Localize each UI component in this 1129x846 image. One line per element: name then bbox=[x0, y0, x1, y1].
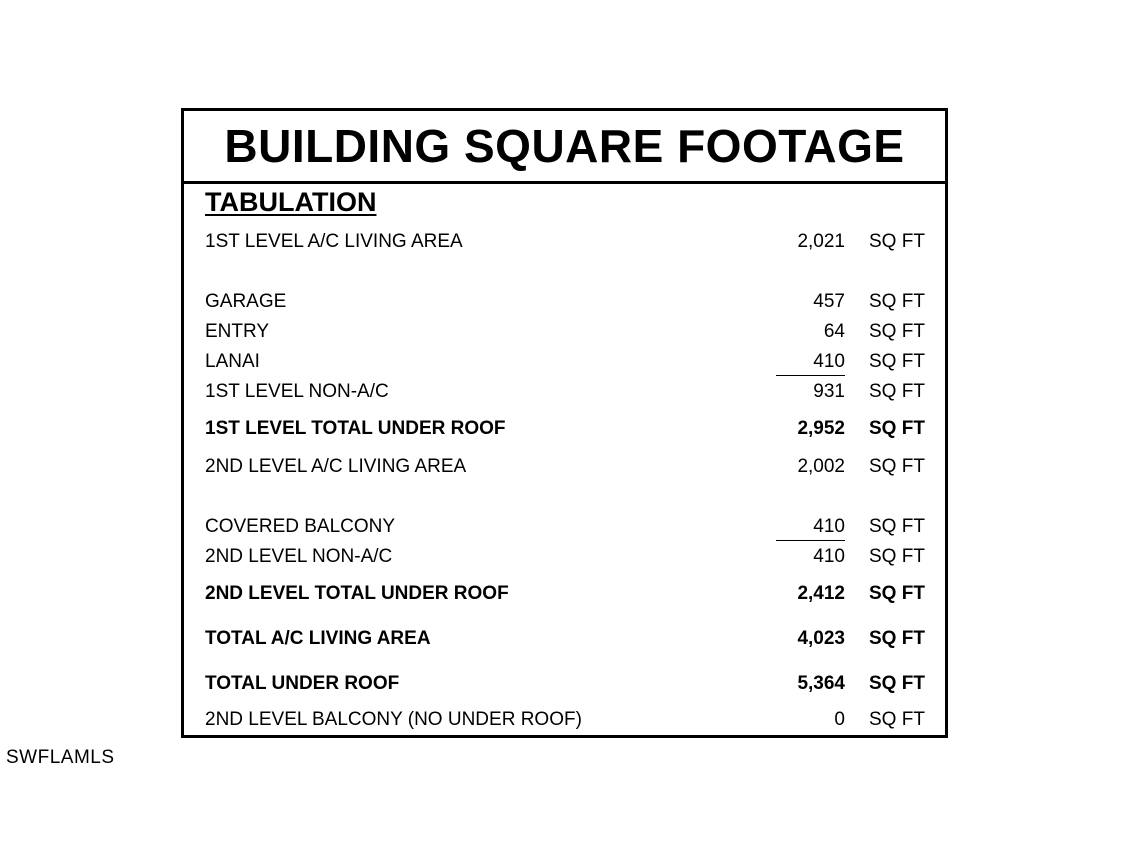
row-label: GARAGE bbox=[205, 291, 287, 312]
row-value: 2,021 bbox=[797, 231, 845, 252]
subtotal-rule bbox=[776, 375, 845, 376]
row-value: 410 bbox=[813, 516, 845, 537]
table-row-total bbox=[184, 418, 945, 442]
row-unit: SQ FT bbox=[869, 546, 925, 567]
row-value: 2,002 bbox=[797, 456, 845, 477]
row-unit: SQ FT bbox=[869, 456, 925, 477]
row-unit: SQ FT bbox=[869, 321, 925, 342]
table-row-total bbox=[184, 583, 945, 607]
watermark-text: SWFLAMLS bbox=[6, 747, 115, 768]
row-unit: SQ FT bbox=[869, 628, 925, 649]
table-row bbox=[184, 231, 945, 255]
table-row-total bbox=[184, 628, 945, 652]
row-label: 1ST LEVEL TOTAL UNDER ROOF bbox=[205, 418, 506, 439]
row-value: 410 bbox=[813, 351, 845, 372]
row-label: 2ND LEVEL BALCONY (NO UNDER ROOF) bbox=[205, 709, 582, 730]
row-value: 64 bbox=[823, 321, 845, 342]
document-title: BUILDING SQUARE FOOTAGE bbox=[224, 120, 905, 172]
subtotal-rule bbox=[776, 540, 845, 541]
row-unit: SQ FT bbox=[869, 418, 925, 439]
table-row bbox=[184, 321, 945, 345]
row-value: 5,364 bbox=[797, 673, 845, 694]
row-label: LANAI bbox=[205, 351, 260, 372]
row-value: 2,412 bbox=[797, 583, 845, 604]
table-row bbox=[184, 351, 945, 375]
row-unit: SQ FT bbox=[869, 516, 925, 537]
row-label: 1ST LEVEL NON-A/C bbox=[205, 381, 389, 402]
row-label: TOTAL UNDER ROOF bbox=[205, 673, 400, 694]
row-label: ENTRY bbox=[205, 321, 270, 342]
row-label: 1ST LEVEL A/C LIVING AREA bbox=[205, 231, 463, 252]
title-box bbox=[184, 111, 945, 184]
table-row bbox=[184, 516, 945, 540]
table-row bbox=[184, 546, 945, 570]
row-unit: SQ FT bbox=[869, 709, 925, 730]
row-value: 931 bbox=[813, 381, 845, 402]
row-unit: SQ FT bbox=[869, 673, 925, 694]
row-value: 4,023 bbox=[797, 628, 845, 649]
row-value: 0 bbox=[834, 709, 845, 730]
table-row bbox=[184, 456, 945, 480]
row-unit: SQ FT bbox=[869, 351, 925, 372]
row-value: 2,952 bbox=[797, 418, 845, 439]
row-unit: SQ FT bbox=[869, 381, 925, 402]
table-row bbox=[184, 381, 945, 405]
square-footage-table bbox=[181, 108, 948, 738]
section-heading: TABULATION bbox=[205, 187, 377, 217]
row-label: 2ND LEVEL TOTAL UNDER ROOF bbox=[205, 583, 509, 604]
row-label: 2ND LEVEL A/C LIVING AREA bbox=[205, 456, 467, 477]
row-value: 457 bbox=[813, 291, 845, 312]
row-label: TOTAL A/C LIVING AREA bbox=[205, 628, 431, 649]
row-unit: SQ FT bbox=[869, 583, 925, 604]
row-value: 410 bbox=[813, 546, 845, 567]
table-row bbox=[184, 709, 945, 733]
table-row-total bbox=[184, 673, 945, 697]
row-unit: SQ FT bbox=[869, 291, 925, 312]
row-unit: SQ FT bbox=[869, 231, 925, 252]
row-label: 2ND LEVEL NON-A/C bbox=[205, 546, 393, 567]
row-label: COVERED BALCONY bbox=[205, 516, 396, 537]
table-row bbox=[184, 291, 945, 315]
